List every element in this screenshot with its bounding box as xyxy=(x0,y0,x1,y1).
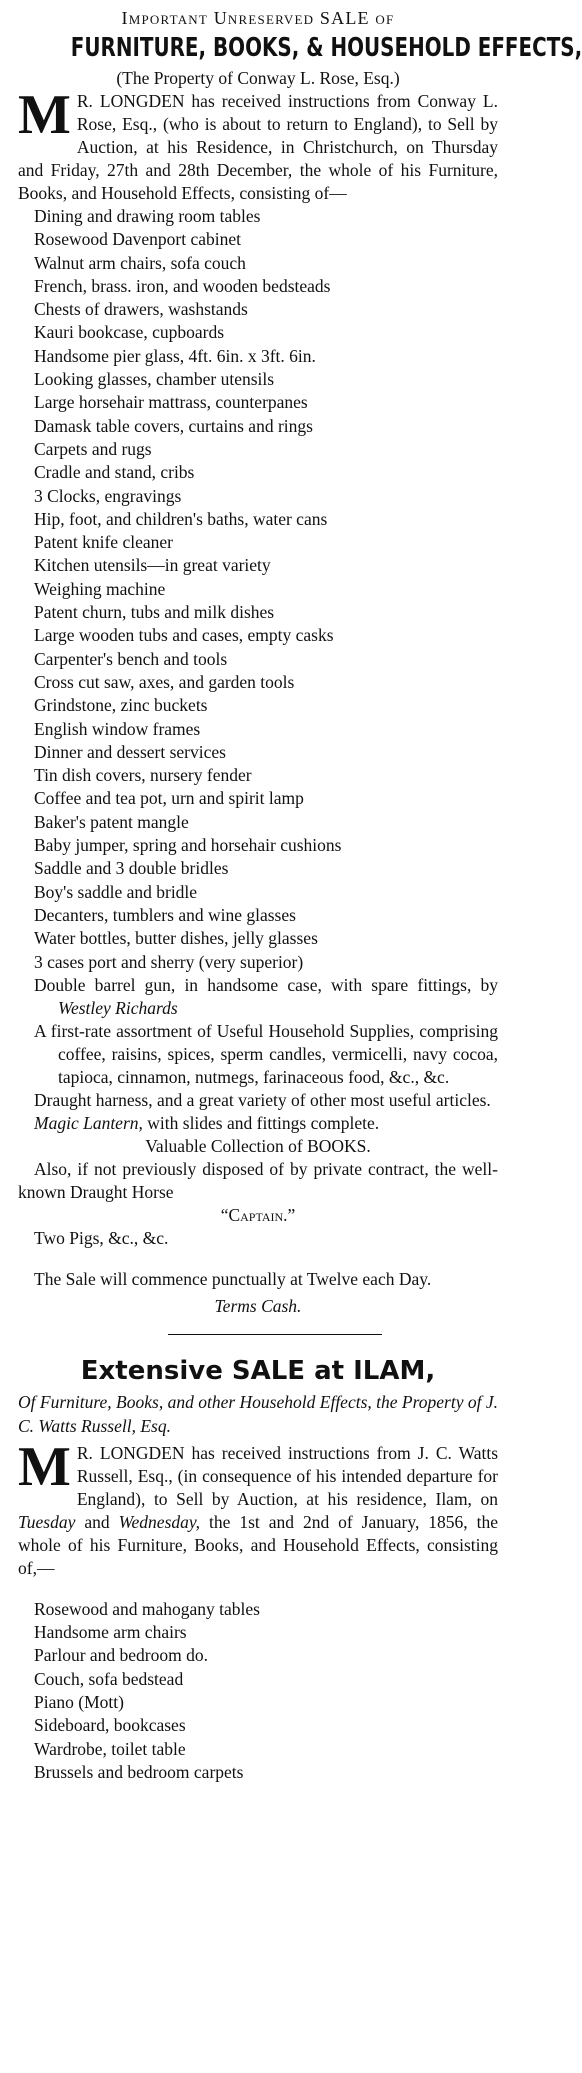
list-item: 3 Clocks, engravings xyxy=(34,485,182,506)
notice-conway-rose xyxy=(18,0,582,1318)
notice1-supplies: A first-rate assortment of Useful Household Supplies, comprising coffee, raisins, spices, sperm candles, vermicelli, navy cocoa, tapioca, cinnamon, nutmegs, farinaceous food, &c., &c. xyxy=(34,1020,498,1087)
notice2-dropcap: M xyxy=(18,1435,71,1498)
list-item: Water bottles, butter dishes, jelly glasses xyxy=(34,928,318,949)
list-item: Damask table covers, curtains and rings xyxy=(34,415,313,436)
list-item: Baker's patent mangle xyxy=(34,811,189,832)
notice2-intro-a: R. LONGDEN has received instructions from J. C. Watts Russell, Esq., (in consequence of his intended departure for England), to Sell by Auction, at his residence, Ilam, on xyxy=(76,1442,498,1509)
list-item: Chests of drawers, washstands xyxy=(34,299,248,320)
notice2-intro-b: the 1st and 2nd of January, 1856, the whole of his Furniture, Books, and Household Effects, consisting of,— xyxy=(18,1511,498,1578)
notice-watts-russell xyxy=(18,1352,498,1784)
notice2-intro xyxy=(18,1435,498,1580)
list-item: Kitchen utensils—in great variety xyxy=(34,555,271,576)
list-item: Grindstone, zinc buckets xyxy=(34,695,208,716)
list-item: Weighing machine xyxy=(34,578,166,599)
list-item: Couch, sofa bedstead xyxy=(34,1668,184,1689)
notice1-title-line1: Important Unreserved SALE of xyxy=(121,8,395,28)
notice1-gun-maker: Westley Richards xyxy=(58,997,178,1018)
notice1-lantern xyxy=(18,1112,498,1135)
list-item: Patent knife cleaner xyxy=(34,532,173,553)
list-item: Cross cut saw, axes, and garden tools xyxy=(34,671,295,692)
notice1-gun-text: Double barrel gun, in handsome case, with spare fittings, by xyxy=(34,974,498,995)
notice2-title: Extensive SALE at ILAM, xyxy=(80,1355,436,1386)
list-item: Cradle and stand, cribs xyxy=(34,462,195,483)
list-item: Walnut arm chairs, sofa couch xyxy=(34,252,246,273)
notice1-title-line2: FURNITURE, BOOKS, & HOUSEHOLD EFFECTS, xyxy=(70,33,582,63)
list-item: Dining and drawing room tables xyxy=(34,206,261,226)
divider-rule xyxy=(168,1334,382,1335)
list-item: Patent churn, tubs and milk dishes xyxy=(34,602,275,623)
notice2-subtitle: Of Furniture, Books, and other Household Effects, the Property of J. C. Watts Russell, Esq. xyxy=(18,1391,498,1436)
notice2-intro-wednesday: Wednesday, xyxy=(118,1511,201,1532)
list-item: Rosewood and mahogany tables xyxy=(34,1598,260,1619)
notice1-lantern-text: with slides and fittings complete. xyxy=(142,1112,380,1133)
list-item: Dinner and dessert services xyxy=(34,741,226,762)
list-item: 3 cases port and sherry (very superior) xyxy=(34,951,304,972)
list-item: Brussels and bedroom carpets xyxy=(34,1761,244,1782)
notice1-terms: Terms Cash. xyxy=(214,1295,302,1316)
notice2-spacer xyxy=(18,1580,498,1598)
notice1-property-line: (The Property of Conway L. Rose, Esq.) xyxy=(116,68,400,88)
list-item: Decanters, tumblers and wine glasses xyxy=(34,904,296,925)
notice2-item-list xyxy=(18,1598,498,1784)
list-item: Handsome pier glass, 4ft. 6in. x 3ft. 6in. xyxy=(34,345,316,366)
list-item: Kauri bookcase, cupboards xyxy=(34,322,225,343)
list-item: English window frames xyxy=(34,718,201,739)
notice1-pigs: Two Pigs, &c., &c. xyxy=(34,1227,169,1248)
list-item: Sideboard, bookcases xyxy=(34,1715,186,1736)
list-item: Large wooden tubs and cases, empty casks xyxy=(34,625,334,646)
list-item: Rosewood Davenport cabinet xyxy=(34,229,242,250)
list-item: Carpets and rugs xyxy=(34,438,152,459)
list-item: French, brass. iron, and wooden bedsteads xyxy=(34,275,331,296)
list-item: Carpenter's bench and tools xyxy=(34,648,228,669)
list-item: Handsome arm chairs xyxy=(34,1622,187,1643)
list-item: Looking glasses, chamber utensils xyxy=(34,369,275,390)
notice1-lantern-name: Magic Lantern, xyxy=(34,1112,143,1133)
list-item: Wardrobe, toilet table xyxy=(34,1738,186,1759)
notice1-harness: Draught harness, and a great variety of other most useful articles. xyxy=(34,1089,491,1110)
notice2-intro-tuesday: Tuesday xyxy=(18,1511,76,1532)
notice1-sale-note: The Sale will commence punctually at Twelve each Day. xyxy=(34,1268,432,1289)
list-item: Baby jumper, spring and horsehair cushions xyxy=(34,835,342,856)
notice1-horse-name: “Captain.” xyxy=(220,1204,296,1225)
list-item: Tin dish covers, nursery fender xyxy=(34,765,252,786)
list-item: Parlour and bedroom do. xyxy=(34,1645,208,1666)
section-divider xyxy=(18,1318,498,1352)
notice1-intro-text: R. LONGDEN has received instructions from Conway L. Rose, Esq., (who is about to return to England), to Sell by Auction, at his Residence, in Christchurch, on Thursday and Friday, 27th and 28th December, the whole of his Furniture, Books, and Household Effects, consisting of— xyxy=(18,91,498,203)
list-item: Large horsehair mattrass, counterpanes xyxy=(34,392,308,413)
notice1-books: Valuable Collection of BOOKS. xyxy=(145,1135,371,1156)
notice1-intro xyxy=(18,84,498,205)
notice1-gun xyxy=(18,974,498,1020)
list-item: Saddle and 3 double bridles xyxy=(34,858,229,879)
list-item: Hip, foot, and children's baths, water cans xyxy=(34,508,328,529)
list-item: Boy's saddle and bridle xyxy=(34,881,198,902)
list-item: Piano (Mott) xyxy=(34,1691,124,1712)
notice1-also: Also, if not previously disposed of by private contract, the well-known Draught Horse xyxy=(18,1158,498,1202)
list-item: Coffee and tea pot, urn and spirit lamp xyxy=(34,788,304,809)
notice1-item-list xyxy=(18,205,498,974)
notice1-dropcap: M xyxy=(18,84,71,146)
notice2-intro-and: and xyxy=(75,1511,119,1532)
